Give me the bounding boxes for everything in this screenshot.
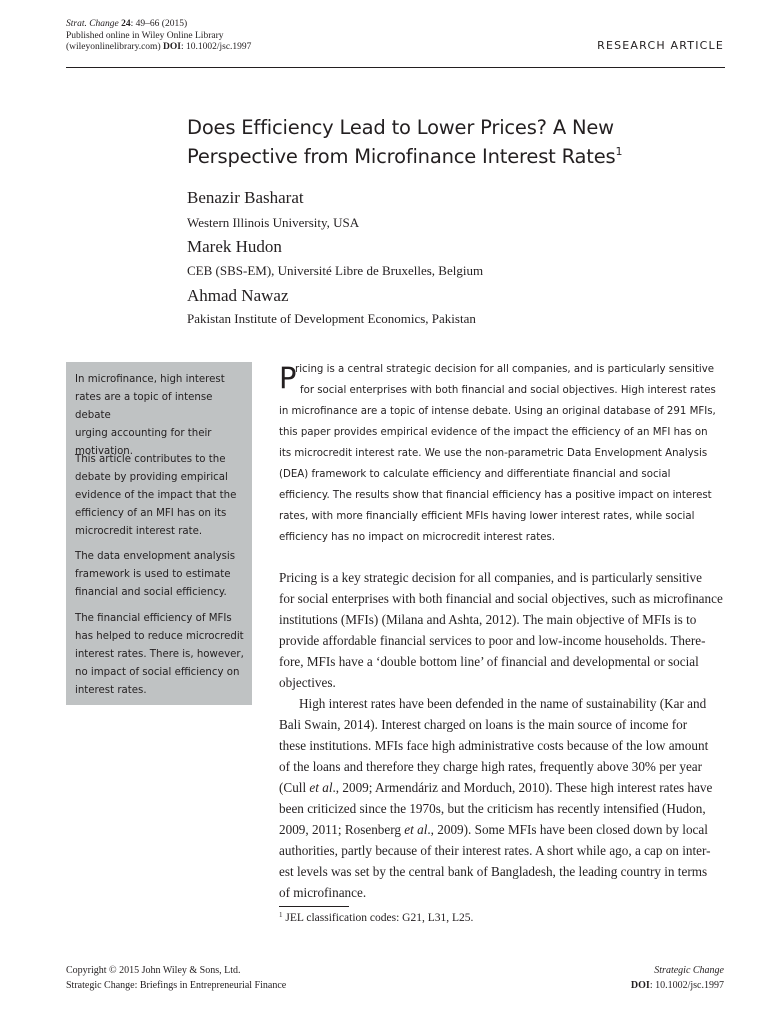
abstract-line: efficiency. The results show that financial efficiency has a positive impact on interest	[279, 490, 712, 501]
highlight-paragraph	[75, 451, 247, 541]
highlight-line: This article contributes to the	[75, 454, 226, 465]
body-line: High interest rates have been defended in the name of sustainability (Kar and	[299, 696, 707, 711]
doi-value[interactable]: : 10.1002/jsc.1997	[180, 42, 252, 52]
body-text-run: (Cull	[279, 780, 310, 795]
body-line	[279, 822, 708, 838]
journal-full-name: Strategic Change: Briefings in Entrepreneurial Finance	[66, 980, 287, 991]
abstract-line: efficiency has no impact on microcredit interest rates.	[279, 532, 556, 543]
abstract-line: rates, with more financially efficient MFIs having lower interest rates, while social	[279, 511, 695, 522]
highlights-box	[66, 362, 252, 705]
journal-abbrev: Strat. Change	[66, 19, 119, 29]
body-text-run: ., 2009). Some MFIs have been closed down by local	[427, 822, 708, 837]
body-line: objectives.	[279, 675, 336, 690]
footer-right	[631, 963, 724, 993]
footnote-text: JEL classification codes: G21, L31, L25.	[282, 912, 474, 924]
body-line: Pricing is a key strategic decision for all companies, and is particularly sensitive	[279, 570, 702, 585]
highlight-line: rates are a topic of intense debate	[75, 392, 213, 421]
highlight-line: The data envelopment analysis	[75, 551, 236, 562]
header-divider	[66, 67, 725, 68]
title-line-1: Does Efficiency Lead to Lower Prices? A New	[187, 116, 614, 139]
body-line: of the loans and therefore they charge high rates, frequently above 30% per year	[279, 759, 703, 774]
author-affiliation: Western Illinois University, USA	[187, 215, 360, 230]
journal-volume: 24	[121, 19, 131, 29]
highlight-paragraph	[75, 548, 247, 602]
highlight-line: debate by providing empirical	[75, 472, 228, 483]
body-line: provide affordable financial services to poor and low-income households. There-	[279, 633, 706, 648]
drop-cap: P	[279, 361, 297, 395]
abstract-line: in microfinance are a topic of intense debate. Using an original database of 291 MFIs,	[279, 406, 716, 417]
body-line: for social enterprises with both financial and social objectives, such as microfinance	[279, 591, 723, 606]
body-line: Bali Swain, 2014). Interest charged on loans is the main source of income for	[279, 717, 688, 732]
footnote	[279, 912, 473, 924]
highlight-line: interest rates.	[75, 685, 147, 696]
footer-doi-value[interactable]: : 10.1002/jsc.1997	[649, 980, 724, 991]
footer-left	[66, 963, 286, 993]
highlight-line: microcredit interest rate.	[75, 526, 203, 537]
body-line: of microfinance.	[279, 885, 367, 900]
highlight-line: no impact of social efficiency on	[75, 667, 240, 678]
body-text-run: ., 2009; Armendáriz and Morduch, 2010). These high interest rates have	[332, 780, 713, 795]
body-line: been criticized since the 1970s, but the criticism has recently intensified (Hudon,	[279, 801, 706, 816]
highlight-line: evidence of the impact that the	[75, 490, 237, 501]
article-type-label: RESEARCH ARTICLE	[597, 39, 724, 52]
et-al-italic: et al	[404, 822, 428, 837]
highlight-line: In microfinance, high interest	[75, 374, 225, 385]
body-line: est levels was set by the central bank of Bangladesh, the leading country in terms	[279, 864, 708, 879]
abstract-line: its microcredit interest rate. We use the non-parametric Data Envelopment Analysis	[279, 448, 708, 459]
abstract-line: (DEA) framework to calculate efficiency and differentiate financial and social	[279, 469, 671, 480]
author-affiliation: Pakistan Institute of Development Economics, Pakistan	[187, 311, 476, 326]
doi-label: DOI	[163, 42, 181, 52]
body-line: authorities, partly because of their interest rates. A short while ago, a cap on inter-	[279, 843, 711, 858]
site-text[interactable]: (wileyonlinelibrary.com)	[66, 42, 163, 52]
abstract-line: ricing is a central strategic decision for all companies, and is particularly sensitive	[295, 364, 715, 375]
abstract-line: this paper provides empirical evidence of the impact the efficiency of an MFI has on	[279, 427, 708, 438]
journal-citation	[66, 19, 366, 54]
body-line: institutions (MFIs) (Milana and Ashta, 2012). The main objective of MFIs is to	[279, 612, 697, 627]
highlight-line: financial and social efficiency.	[75, 587, 227, 598]
body-text-run: 2009, 2011; Rosenberg	[279, 822, 405, 837]
highlight-paragraph	[75, 610, 247, 700]
et-al-italic: et al	[309, 780, 333, 795]
copyright-text: Copyright © 2015 John Wiley & Sons, Ltd.	[66, 965, 241, 976]
footer-doi-label: DOI	[630, 980, 650, 991]
author-name: Benazir Basharat	[187, 188, 304, 207]
body-line	[279, 780, 712, 796]
highlight-paragraph	[75, 371, 247, 461]
footnote-divider	[279, 906, 349, 907]
body-line: these institutions. MFIs face high administrative costs because of the low amount	[279, 738, 709, 753]
highlight-line: has helped to reduce microcredit	[75, 631, 244, 642]
footnote-mark: 1	[279, 911, 283, 919]
article-title	[187, 113, 687, 171]
title-line-2: Perspective from Microfinance Interest Rates	[187, 145, 616, 168]
author-name: Marek Hudon	[187, 237, 282, 256]
author-affiliation: CEB (SBS-EM), Université Libre de Bruxelles, Belgium	[187, 263, 484, 278]
highlight-line: motivation.	[75, 446, 134, 457]
highlight-line: urging accounting for their	[75, 428, 212, 439]
highlight-line: The financial efficiency of MFIs	[75, 613, 232, 624]
journal-pages: : 49–66 (2015)	[130, 19, 188, 29]
title-footnote-mark[interactable]: 1	[615, 145, 623, 158]
highlight-line: interest rates. There is, however,	[75, 649, 244, 660]
body-line: fore, MFIs have a ‘double bottom line’ of financial and developmental or social	[279, 654, 699, 669]
published-line: Published online in Wiley Online Library	[66, 30, 224, 41]
highlight-line: framework is used to estimate	[75, 569, 231, 580]
author-name: Ahmad Nawaz	[187, 286, 289, 305]
highlight-line: efficiency of an MFI has on its	[75, 508, 227, 519]
journal-short-name: Strategic Change	[654, 965, 724, 976]
abstract-line: for social enterprises with both financial and social objectives. High interest rates	[300, 385, 716, 396]
